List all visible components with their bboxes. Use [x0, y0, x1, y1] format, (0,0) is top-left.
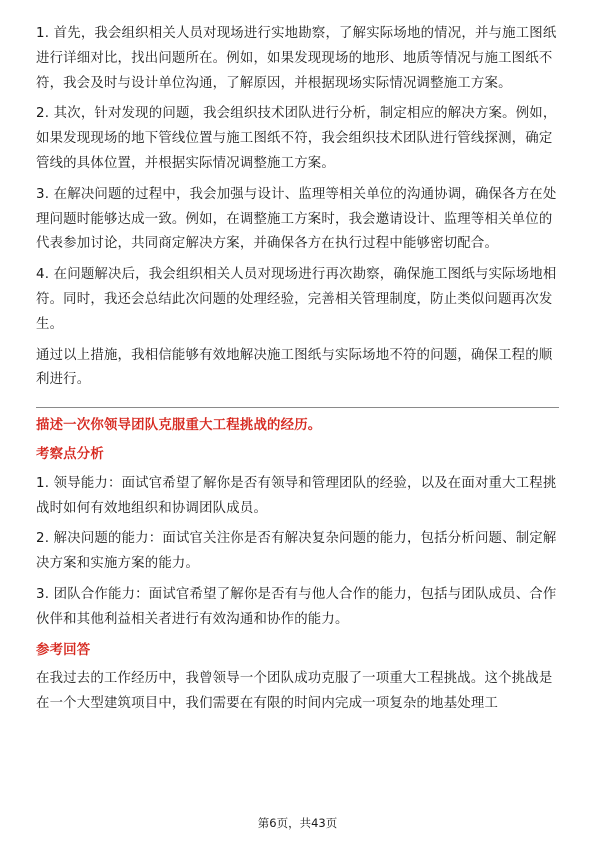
answer-paragraph-1: 1. 首先，我会组织相关人员对现场进行实地勘察，了解实际场地的情况，并与施工图纸进行详细对比，找出问题所在。例如，如果发现现场的地形、地质等情况与施工图纸不符，我会及时与设计单位沟通，了解原因，并根据现场实际情况调整施工方案。 — [36, 26, 557, 91]
page-number: 第6页，共43页 — [257, 816, 338, 830]
answer-paragraph-3: 3. 在解决问题的过程中，我会加强与设计、监理等相关单位的沟通协调，确保各方在处理问题时能够达成一致。例如，在调整施工方案时，我会邀请设计、监理等相关单位的代表参加讨论，共同商定解决方案，并确保各方在执行过程中能够密切配合。 — [36, 186, 557, 252]
reference-answer-section — [36, 639, 559, 717]
analysis-item-1: 1. 领导能力：面试官希望了解你是否有领导和管理团队的经验，以及在面对重大工程挑战时如何有效地组织和协调团队成员。 — [36, 475, 557, 516]
analysis-label: 考察点分析 — [36, 446, 104, 462]
section-divider — [36, 407, 559, 408]
analysis-section — [36, 443, 559, 633]
analysis-item-3: 3. 团队合作能力：面试官希望了解你是否有与他人合作的能力，包括与团队成员、合作伙伴和其他利益相关者进行有效沟通和协作的能力。 — [36, 586, 557, 627]
answer-label: 参考回答 — [36, 642, 91, 658]
document-page — [36, 22, 559, 717]
analysis-item-2: 2. 解决问题的能力：面试官关注你是否有解决复杂问题的能力，包括分析问题、制定解决方案和实施方案的能力。 — [36, 531, 557, 572]
question-heading: 描述一次你领导团队克服重大工程挑战的经历。 — [36, 418, 322, 434]
answer-paragraph-4: 4. 在问题解决后，我会组织相关人员对现场进行再次勘察，确保施工图纸与实际场地相符。同时，我还会总结此次问题的处理经验，完善相关管理制度，防止类似问题再次发生。 — [36, 267, 557, 332]
answer-conclusion: 通过以上措施，我相信能够有效地解决施工图纸与实际场地不符的问题，确保工程的顺利进行。 — [36, 347, 553, 388]
answer-paragraph-2: 2. 其次，针对发现的问题，我会组织技术团队进行分析，制定相应的解决方案。例如，如果发现现场的地下管线位置与施工图纸不符，我会组织技术团队进行管线探测，确定管线的具体位置，并根据实际情况调整施工方案。 — [36, 106, 557, 171]
previous-answer-section — [36, 22, 559, 393]
answer-text: 在我过去的工作经历中，我曾领导一个团队成功克服了一项重大工程挑战。这个挑战是在一个大型建筑项目中，我们需要在有限的时间内完成一项复杂的地基处理工 — [36, 671, 553, 712]
